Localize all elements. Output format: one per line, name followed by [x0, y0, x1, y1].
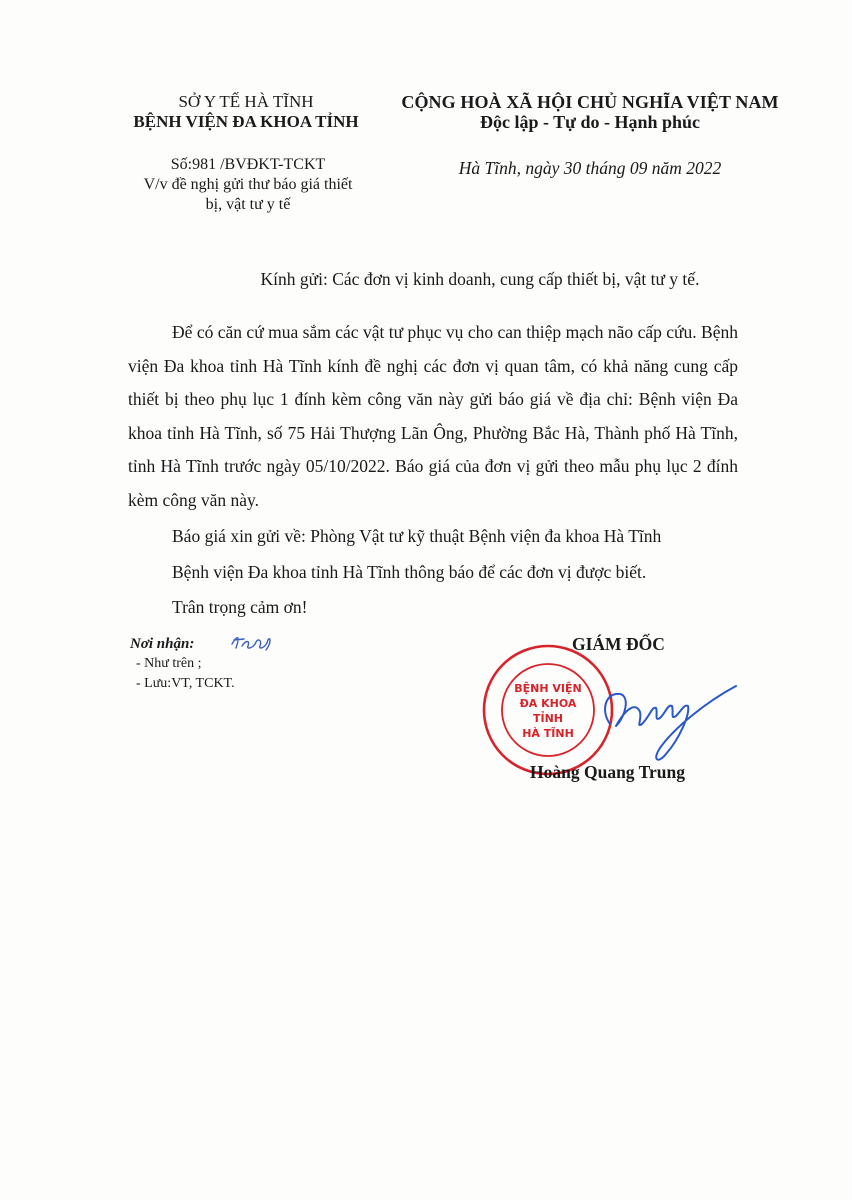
agency-name: SỞ Y TẾ HÀ TĨNH: [178, 92, 314, 111]
stamp-line-1: BỆNH VIỆN: [514, 682, 582, 695]
subject-line-2: bị, vật tư y tế: [205, 196, 291, 213]
reference-block: [100, 155, 396, 215]
stamp-line-3: TỈNH: [532, 712, 564, 725]
notice-line: Bệnh viện Đa khoa tỉnh Hà Tĩnh thông báo để các đơn vị được biết.: [172, 562, 647, 582]
quote-address: Báo giá xin gửi về: Phòng Vật tư kỹ thuật Bệnh viện đa khoa Hà Tĩnh: [172, 526, 662, 546]
recipient-item: - Như trên ;: [136, 656, 202, 671]
stamp-line-2: ĐA KHOA: [519, 697, 577, 710]
body-paragraph: Để có căn cứ mua sắm các vật tư phục vụ cho can thiệp mạch não cấp cứu. Bệnh viện Đa khoa tỉnh Hà Tĩnh kính đề nghị các đơn vị quan tâm, có khả năng cung cấp thiết bị theo phụ lục 1 đính kèm công văn này gửi báo giá về địa chỉ: Bệnh viện Đa khoa tỉnh Hà Tĩnh, số 75 Hải Thượng Lãn Ông, Phường Bắc Hà, Thành phố Hà Tĩnh, tỉnh Hà Tĩnh trước ngày 05/10/2022. Báo giá của đơn vị gửi theo mẫu phụ lục 2 đính kèm công văn này.: [128, 322, 738, 510]
recipients-block: [130, 634, 235, 694]
subject-line-1: V/v đề nghị gửi thư báo giá thiết: [143, 176, 353, 193]
issue-date: Hà Tĩnh, ngày 30 tháng 09 năm 2022: [458, 158, 722, 178]
recipient-item: - Lưu:VT, TCKT.: [136, 676, 235, 691]
issuer-header: [96, 92, 396, 132]
thanks-line: Trân trọng cảm ơn!: [172, 597, 308, 617]
nation-title: CỘNG HOÀ XÃ HỘI CHỦ NGHĨA VIỆT NAM: [401, 92, 779, 112]
director-signature: [596, 668, 740, 768]
greeting: Kính gửi: Các đơn vị kinh doanh, cung cấp thiết bị, vật tư y tế.: [260, 269, 700, 289]
signer-name: Hoàng Quang Trung: [530, 762, 685, 782]
recipients-label: Nơi nhận:: [130, 636, 195, 652]
director-title: GIÁM ĐỐC: [572, 634, 665, 654]
organization-name: BỆNH VIỆN ĐA KHOA TỈNH: [133, 112, 359, 131]
handwritten-initials: [228, 632, 274, 654]
document-number: Số:981 /BVĐKT-TCKT: [170, 156, 326, 173]
national-motto: Độc lập - Tự do - Hạnh phúc: [479, 112, 701, 132]
national-header: [380, 92, 800, 133]
stamp-line-4: HÀ TĨNH: [522, 727, 574, 740]
